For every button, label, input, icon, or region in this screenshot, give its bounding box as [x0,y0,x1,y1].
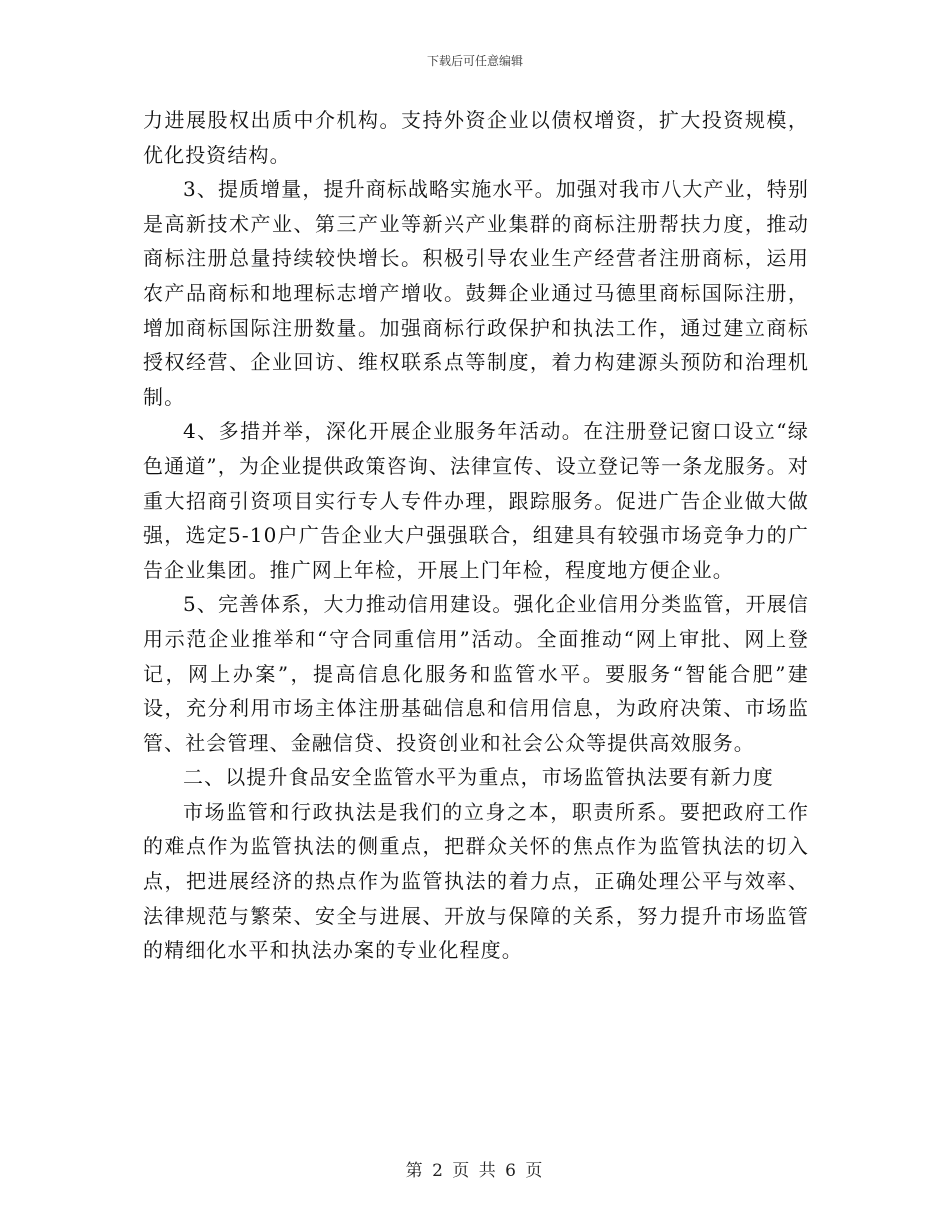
paragraph-trademark-strategy: 3、提质增量，提升商标战略实施水平。加强对我市八大产业，特别是高新技术产业、第三产业等新兴产业集群的商标注册帮扶力度，推动商标注册总量持续较快增长。积极引导农业生产经营者注册商标，运用农产品商标和地理标志增产增收。鼓舞企业通过马德里商标国际注册，增加商标国际注册数量。加强商标行政保护和执法工作，通过建立商标授权经营、企业回访、维权联系点等制度，着力构建源头预防和治理机制。 [143,177,809,409]
paragraph-market-supervision: 市场监管和行政执法是我们的立身之本，职责所系。要把政府工作的难点作为监管执法的侧重点，把群众关怀的焦点作为监管执法的切入点，把进展经济的热点作为监管执法的着力点，正确处理公平与效率、法律规范与繁荣、安全与进展、开放与保障的关系，努力提升市场监管的精细化水平和执法办案的专业化程度。 [143,799,809,963]
page-number: 第 2 页 共 6 页 [405,1161,545,1181]
paragraph-continued: 力进展股权出质中介机构。支持外资企业以债权增资，扩大投资规模，优化投资结构。 [143,108,809,167]
section-heading-food-safety: 二、以提升食品安全监管水平为重点，市场监管执法要有新力度 [183,765,774,790]
header-note: 下载后可任意编辑 [426,54,523,68]
document-body [143,103,809,968]
paragraph-enterprise-service: 4、多措并举，深化开展企业服务年活动。在注册登记窗口设立“绿色通道”，为企业提供政策咨询、法律宣传、设立登记等一条龙服务。对重大招商引资项目实行专人专件办理，跟踪服务。促进广告企业做大做强，选定5-10户广告企业大户强强联合，组建具有较强市场竞争力的广告企业集团。推广网上年检，开展上门年检，程度地方便企业。 [143,419,809,582]
paragraph-credit-system: 5、完善体系，大力推动信用建设。强化企业信用分类监管，开展信用示范企业推举和“守合同重信用”活动。全面推动“网上审批、网上登记，网上办案”，提高信息化服务和监管水平。要服务“智能合肥”建设，充分利用市场主体注册基础信息和信用信息，为政府决策、市场监管、社会管理、金融信贷、投资创业和社会公众等提供高效服务。 [143,592,809,755]
